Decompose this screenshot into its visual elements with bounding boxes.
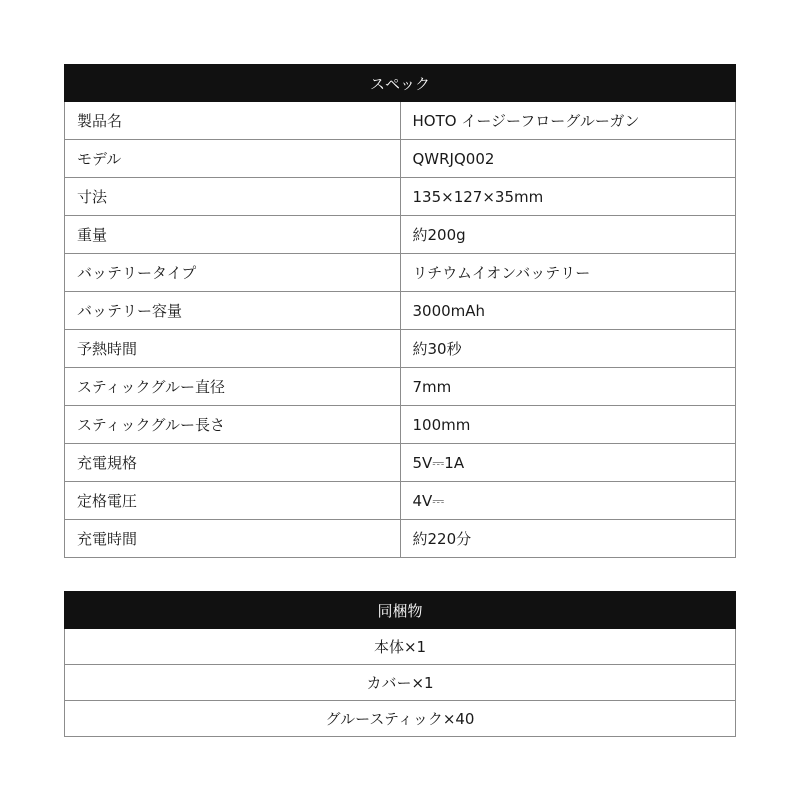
- spec-value-model: QWRJQ002: [400, 140, 736, 178]
- spec-label-stick-diameter: スティックグルー直径: [65, 368, 401, 406]
- spec-value-battery-capacity: 3000mAh: [400, 292, 736, 330]
- spec-value-weight: 約200g: [400, 216, 736, 254]
- spec-label-battery-type: バッテリータイプ: [65, 254, 401, 292]
- contents-title: 同梱物: [65, 592, 736, 629]
- spec-label-dimensions: 寸法: [65, 178, 401, 216]
- table-row: [65, 444, 736, 482]
- spec-label-preheat-time: 予熱時間: [65, 330, 401, 368]
- table-row: [65, 520, 736, 558]
- spec-label-weight: 重量: [65, 216, 401, 254]
- table-row: [65, 178, 736, 216]
- spec-value-dimensions: 135×127×35mm: [400, 178, 736, 216]
- table-row: [65, 254, 736, 292]
- table-row: [65, 701, 736, 737]
- table-row: [65, 629, 736, 665]
- spec-value-product-name: HOTO イージーフローグルーガン: [400, 102, 736, 140]
- table-row: [65, 665, 736, 701]
- spec-value-stick-length: 100mm: [400, 406, 736, 444]
- spec-label-charging-time: 充電時間: [65, 520, 401, 558]
- spec-label-charging-spec: 充電規格: [65, 444, 401, 482]
- table-row: [65, 406, 736, 444]
- table-row: [65, 140, 736, 178]
- contents-table: [64, 591, 736, 737]
- spec-header-row: [65, 65, 736, 102]
- contents-item-glue-sticks: グルースティック×40: [65, 701, 736, 737]
- spec-label-model: モデル: [65, 140, 401, 178]
- contents-item-cover: カバー×1: [65, 665, 736, 701]
- table-row: [65, 292, 736, 330]
- spec-value-charging-time: 約220分: [400, 520, 736, 558]
- spec-value-rated-voltage: 4V⎓: [400, 482, 736, 520]
- spec-value-stick-diameter: 7mm: [400, 368, 736, 406]
- table-row: [65, 330, 736, 368]
- table-row: [65, 216, 736, 254]
- contents-item-body: 本体×1: [65, 629, 736, 665]
- table-row: [65, 482, 736, 520]
- spec-value-charging-spec: 5V⎓1A: [400, 444, 736, 482]
- table-row: [65, 368, 736, 406]
- table-row: [65, 102, 736, 140]
- spec-label-battery-capacity: バッテリー容量: [65, 292, 401, 330]
- spec-label-product-name: 製品名: [65, 102, 401, 140]
- spec-value-preheat-time: 約30秒: [400, 330, 736, 368]
- spec-label-rated-voltage: 定格電圧: [65, 482, 401, 520]
- spec-title: スペック: [65, 65, 736, 102]
- spec-label-stick-length: スティックグルー長さ: [65, 406, 401, 444]
- spec-value-battery-type: リチウムイオンバッテリー: [400, 254, 736, 292]
- spec-table: [64, 64, 736, 558]
- contents-header-row: [65, 592, 736, 629]
